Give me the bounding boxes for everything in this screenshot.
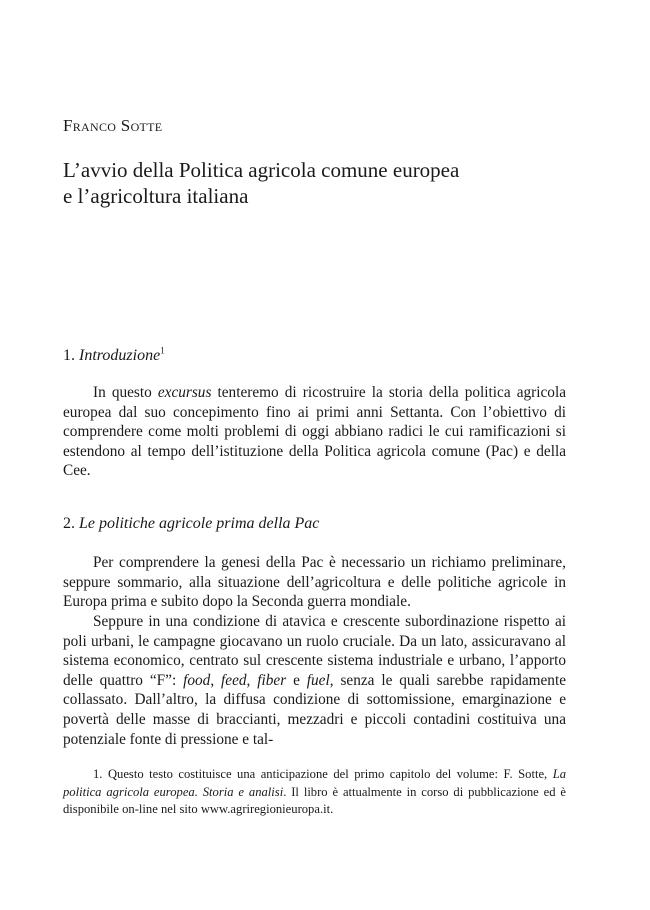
- paragraph-text: Seppure in una condizione di atavica e crescente subordinazione rispetto ai poli urbani, le campagne giocavano un ruolo cruciale. Da un lato, assicuravano al sistema economico, centrato sul crescente sistema industriale e urbano, l’apporto delle quattro “F”:: [63, 613, 566, 689]
- italic-term-food: food: [183, 671, 211, 689]
- chapter-title-line-2: e l’agricoltura italiana: [63, 184, 249, 208]
- section-number: 2.: [63, 515, 79, 532]
- section-heading-politiche-agricole: [63, 515, 319, 533]
- paragraph-text: In questo: [93, 384, 158, 401]
- author-name: Franco Sotte: [63, 116, 163, 135]
- footnote-text: . Il libro è attualmente in corso di pubblicazione ed è disponibile on-line nel sito www.agriregionieuropa.it.: [63, 784, 566, 816]
- chapter-title-line-1: L’avvio della Politica agricola comune europea: [63, 158, 460, 182]
- chapter-title: [63, 157, 459, 209]
- paragraph-campagne: [63, 612, 566, 749]
- section-number: 1.: [63, 347, 79, 364]
- section-title: Le politiche agricole prima della Pac: [79, 515, 320, 532]
- footnote-text: 1. Questo testo costituisce una anticipazione del primo capitolo del volume: F. Sotte,: [93, 767, 553, 781]
- italic-term-fuel: fuel: [306, 671, 330, 689]
- section-title: Introduzione: [79, 347, 161, 364]
- paragraph-introduction: [63, 383, 566, 481]
- separator: ,: [246, 671, 258, 689]
- italic-term-feed: feed: [221, 671, 247, 689]
- paragraph-italic-term: excursus: [157, 384, 212, 401]
- footnote-reference[interactable]: 1: [160, 345, 165, 356]
- section-heading-introduction: [63, 347, 165, 365]
- paragraph-genesi: [63, 553, 566, 612]
- paragraph-text: , senza le quali sarebbe rapidamente collassato. Dall’altro, la diffusa condizione di sottomissione, emarginazione e povertà delle masse di braccianti, mezzadri e piccoli contadini costituiva una potenziale fonte di pressione e tal-: [63, 671, 566, 748]
- separator: ,: [210, 671, 222, 689]
- paragraph-text: tenteremo di ricostruire la storia della politica agricola europea dal suo concepimento fino ai primi anni Settanta. Con l’obiettivo di comprendere come molti problemi di oggi abbiano radici le cui ramificazioni si estendono al tempo dell’istituzione della Politica agricola comune (Pac) e della Cee.: [63, 384, 566, 480]
- paragraph-text: Per comprendere la genesi della Pac è necessario un richiamo preliminare, seppure sommario, alla situazione dell’agricoltura e delle politiche agricole in Europa prima e subito dopo la Seconda guerra mondiale.: [63, 554, 566, 611]
- footnote-book-title: La politica agricola europea. Storia e analisi: [63, 767, 566, 799]
- separator: e: [286, 671, 307, 689]
- italic-term-fiber: fiber: [257, 671, 287, 689]
- document-page: [63, 0, 566, 910]
- footnote-1: [63, 766, 566, 819]
